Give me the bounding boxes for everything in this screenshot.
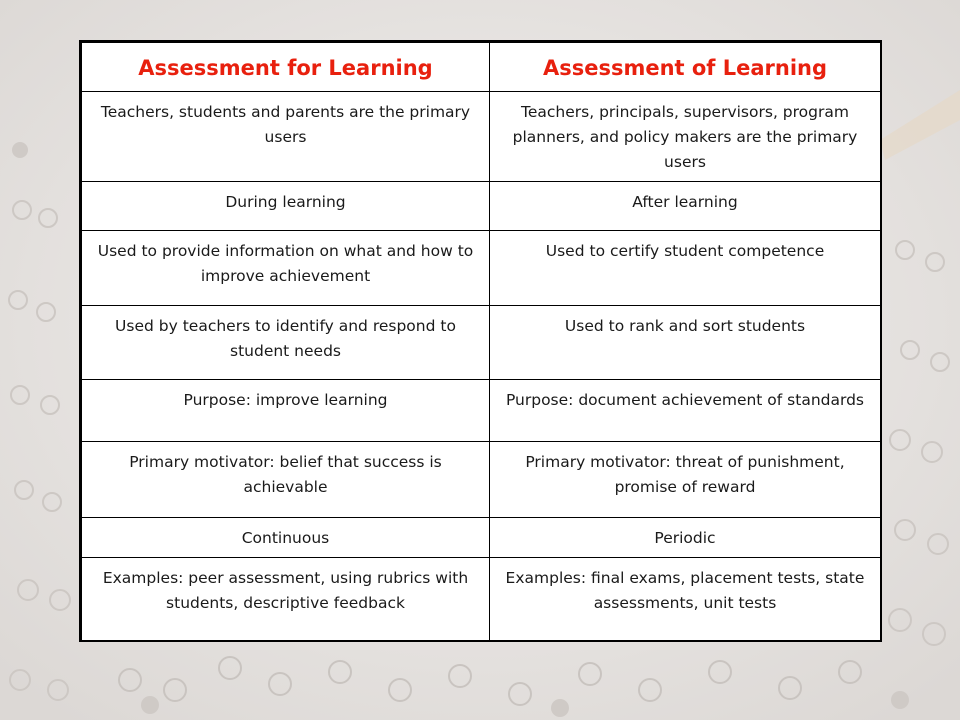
- table-header-row: [82, 43, 881, 92]
- cell-of-learning: Used to certify student competence: [490, 231, 881, 306]
- header-assessment-for-learning: Assessment for Learning: [82, 43, 490, 92]
- cell-for-learning: Primary motivator: belief that success is achievable: [82, 442, 490, 518]
- table-row: [82, 231, 881, 306]
- table-row: [82, 92, 881, 182]
- cell-of-learning: After learning: [490, 182, 881, 231]
- cell-of-learning: Used to rank and sort students: [490, 306, 881, 380]
- cell-of-learning: Primary motivator: threat of punishment, promise of reward: [490, 442, 881, 518]
- cell-for-learning: Teachers, students and parents are the primary users: [82, 92, 490, 182]
- cell-for-learning: Continuous: [82, 518, 490, 558]
- cell-of-learning: Periodic: [490, 518, 881, 558]
- cell-for-learning: Examples: peer assessment, using rubrics with students, descriptive feedback: [82, 558, 490, 642]
- cell-for-learning: Purpose: improve learning: [82, 380, 490, 442]
- table-row: [82, 182, 881, 231]
- table-row: [82, 380, 881, 442]
- table-row: [82, 518, 881, 558]
- comparison-table: [81, 42, 881, 642]
- comparison-table-container: [79, 40, 882, 642]
- table-row: [82, 558, 881, 642]
- cell-for-learning: Used by teachers to identify and respond to student needs: [82, 306, 490, 380]
- table-row: [82, 306, 881, 380]
- table-row: [82, 442, 881, 518]
- cell-for-learning: During learning: [82, 182, 490, 231]
- cell-of-learning: Examples: final exams, placement tests, state assessments, unit tests: [490, 558, 881, 642]
- cell-for-learning: Used to provide information on what and how to improve achievement: [82, 231, 490, 306]
- header-assessment-of-learning: Assessment of Learning: [490, 43, 881, 92]
- cell-of-learning: Teachers, principals, supervisors, program planners, and policy makers are the primary users: [490, 92, 881, 182]
- cell-of-learning: Purpose: document achievement of standards: [490, 380, 881, 442]
